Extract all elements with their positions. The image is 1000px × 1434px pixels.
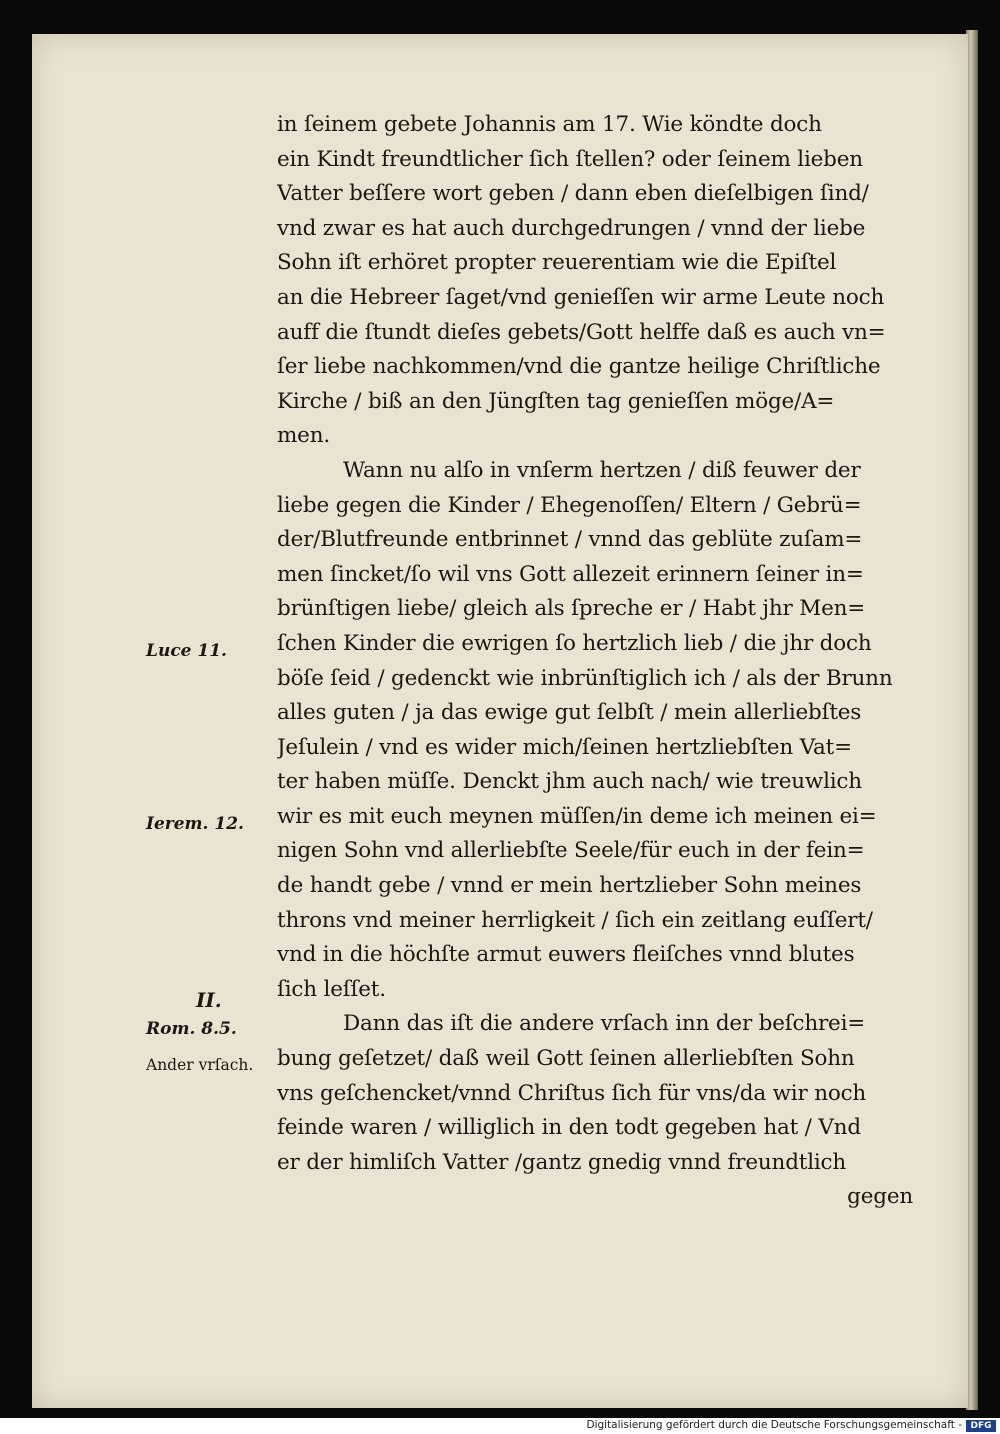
text-line: de handt gebe / vnnd er mein hertzlieber Sohn meines [277,873,862,899]
text-line: vns geſchencket/vnnd Chriſtus ſich für vns/da wir noch [277,1080,867,1106]
text-line: Dann das iſt die andere vrſach inn der beſchrei= [343,1011,866,1037]
text-line: Vatter beſſere wort geben / dann eben dieſelbigen ſind/ [277,181,869,207]
text-line: bung geſetzet/ daß weil Gott ſeinen allerliebſten Sohn [277,1046,855,1072]
text-line: ſich leſſet. [277,976,386,1002]
text-line: Jeſulein / vnd es wider mich/ſeinen hertzliebſten Vat= [277,734,852,760]
text-line: auff die ſtundt dieſes gebets/Gott helffe daß es auch vn= [277,319,886,345]
text-line: brünſtigen liebe/ gleich als ſpreche er / Habt jhr Men= [277,596,866,622]
text-line: feinde waren / williglich in den todt gegeben hat / Vnd [277,1115,861,1141]
margin-note-ander-vrsach: Ander vrſach. [146,1056,254,1074]
text-line: nigen Sohn vnd allerliebſte Seele/für euch in der fein= [277,838,865,864]
dfg-logo: DFG [966,1420,996,1432]
text-line: vnd in die höchſte armut euwers fleiſches vnnd blutes [277,942,855,968]
text-line: er der himliſch Vatter /gantz gnedig vnnd freundtlich [277,1149,847,1175]
text-line: in ſeinem gebete Johannis am 17. Wie köndte doch [277,112,822,137]
text-line: ter haben müſſe. Denckt jhm auch nach/ wie treuwlich [277,769,862,795]
text-line: Wann nu alſo in vnſerm hertzen / diß feuwer der [343,457,861,483]
text-line: Sohn iſt erhöret propter reuerentiam wie die Epiſtel [277,250,837,276]
footer-bar [0,1418,1000,1434]
text-line: an die Hebreer ſaget/vnd genieſſen wir arme Leute noch [277,284,885,310]
text-line: liebe gegen die Kinder / Ehegenoſſen/ Eltern / Gebrü= [277,492,862,518]
text-line: ſer liebe nachkommen/vnd die gantze heilige Chriſtliche [277,354,881,380]
text-line: Kirche / biß an den Jüngſten tag genieſſen möge/A= [277,388,835,414]
margin-note-rom: Rom. 8.5. [146,1019,237,1039]
text-line: vnd zwar es hat auch durchgedrungen / vnnd der liebe [277,215,866,241]
text-line: wir es mit euch meynen müſſen/in deme ich meinen ei= [277,803,877,829]
text-line: ein Kindt freundtlicher ſich ſtellen? oder ſeinem lieben [277,146,863,172]
margin-note-numeral: II. [196,988,222,1012]
text-line: ſchen Kinder die ewrigen ſo hertzlich lieb / die jhr doch [277,630,872,656]
margin-note-ierem: Ierem. 12. [146,814,244,834]
body-text [277,108,917,1215]
margin-note-luce: Luce 11. [146,641,227,661]
text-line: throns vnd meiner herrligkeit / ſich ein zeitlang euſſert/ [277,907,873,933]
text-line: der/Blutfreunde entbrinnet / vnnd das geblüte zuſam= [277,527,863,553]
text-line: men ſincket/ſo wil vns Gott allezeit erinnern ſeiner in= [277,561,864,587]
text-line: alles guten / ja das ewige gut ſelbſt / mein allerliebſtes [277,700,862,726]
footer-credit: Digitalisierung gefördert durch die Deutsche Forschungsgemeinschaft - [586,1419,962,1431]
text-line: men. [277,423,330,449]
text-line: böſe ſeid / gedenckt wie inbrünſtiglich ich / als der Brunn [277,665,893,691]
text-line: gegen [847,1184,913,1210]
